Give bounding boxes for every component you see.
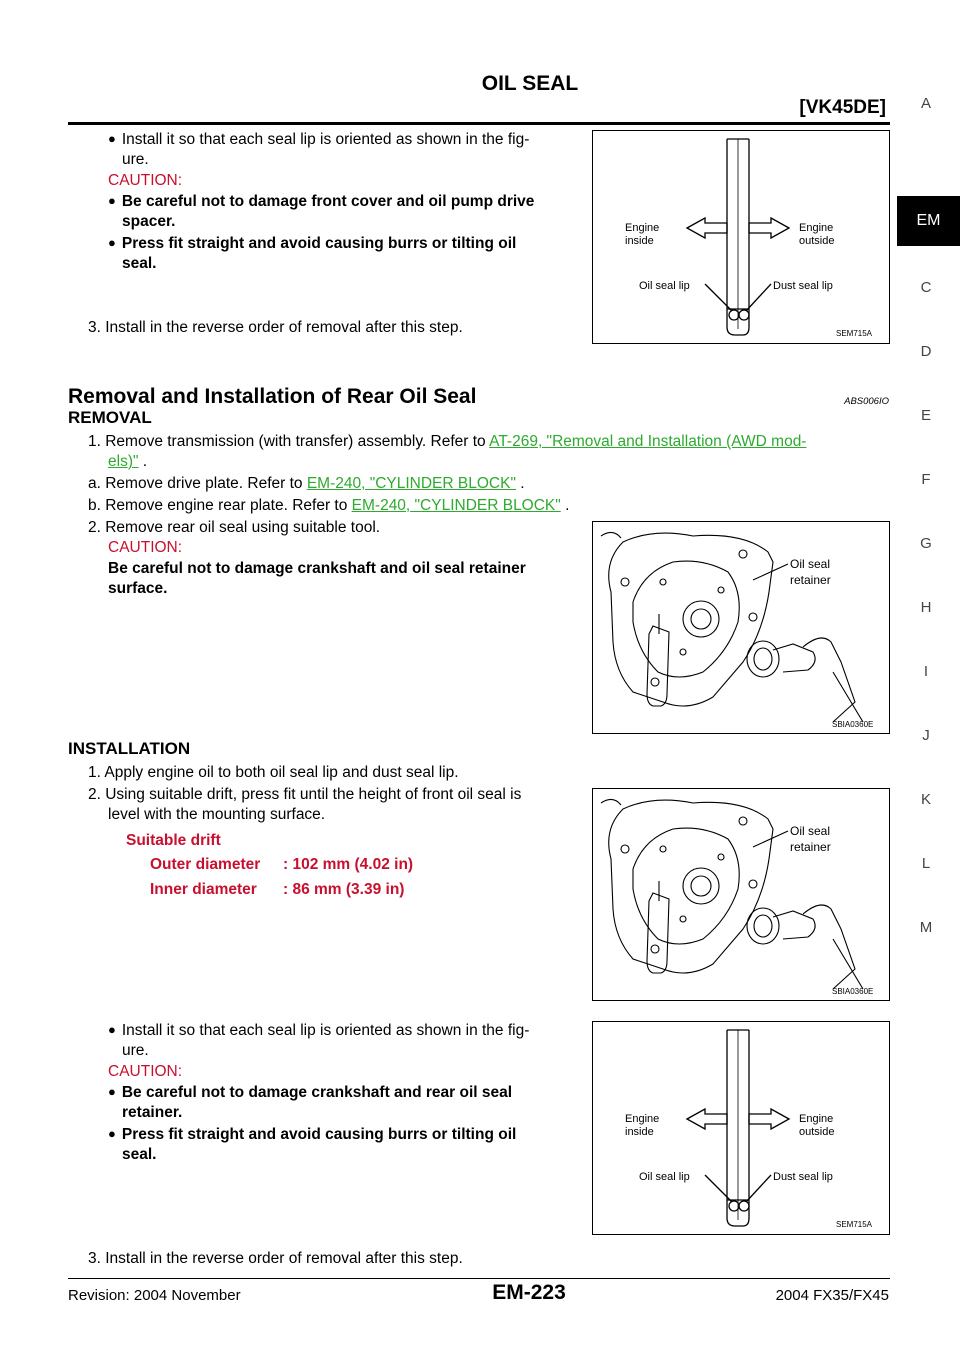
page-number: EM-223 bbox=[492, 1281, 566, 1304]
removal-heading: REMOVAL bbox=[68, 408, 152, 427]
figure-code: SBIA0360E bbox=[832, 720, 874, 729]
link-em-240-rear-plate[interactable]: EM-240, "CYLINDER BLOCK" bbox=[351, 497, 561, 514]
figure-oil-seal-removal bbox=[592, 521, 890, 734]
label-dust-seal-lip: Dust seal lip bbox=[773, 1171, 833, 1183]
step-3-install: 3. Install in the reverse order of removal after this step. bbox=[88, 319, 463, 336]
install-step-1: 1. Apply engine oil to both oil seal lip and dust seal lip. bbox=[88, 764, 459, 781]
figure-code: SBIA0360E bbox=[832, 987, 874, 996]
label-engine-inside-2: inside bbox=[625, 1126, 654, 1138]
caution-item-cont: seal. bbox=[122, 255, 157, 272]
oil-seal-installation-diagram bbox=[593, 789, 889, 1000]
label-retainer: retainer bbox=[790, 573, 831, 587]
side-index-i[interactable]: I bbox=[923, 663, 929, 680]
outer-diameter-value: : 102 mm (4.02 in) bbox=[283, 856, 414, 873]
install-orientation-bullet: ● Install it so that each seal lip is oriented as shown in the fig- bbox=[108, 131, 530, 148]
label-oil-seal: Oil seal bbox=[790, 824, 831, 838]
label-engine-outside-2: outside bbox=[799, 1126, 835, 1138]
figure-seal-lip-orientation-2 bbox=[592, 1021, 890, 1235]
label-engine-inside: Engine bbox=[625, 1113, 660, 1125]
label-engine-inside-2: inside bbox=[625, 235, 654, 247]
side-index-j[interactable]: J bbox=[922, 727, 930, 744]
inner-diameter-label: Inner diameter bbox=[150, 881, 257, 898]
label-engine-outside: Engine bbox=[799, 1113, 834, 1125]
removal-step-b: b. Remove engine rear plate. Refer to EM-240, "CYLINDER BLOCK" . bbox=[88, 497, 570, 514]
install-orientation-bullet-cont: ure. bbox=[122, 1042, 149, 1059]
installation-heading: INSTALLATION bbox=[68, 739, 191, 758]
caution-item-cont: spacer. bbox=[122, 213, 176, 230]
label-dust-seal-lip: Dust seal lip bbox=[773, 280, 833, 292]
inner-diameter-value: : 86 mm (3.39 in) bbox=[283, 881, 405, 898]
removal-step-a: a. Remove drive plate. Refer to EM-240, "CYLINDER BLOCK" . bbox=[88, 475, 525, 492]
label-retainer: retainer bbox=[790, 840, 831, 854]
link-at-269-cont[interactable]: els)" bbox=[108, 453, 139, 470]
caution-crankshaft-cont: surface. bbox=[108, 580, 168, 597]
label-oil-seal-lip: Oil seal lip bbox=[639, 1171, 690, 1183]
footer-rule bbox=[68, 1278, 890, 1279]
caution-crankshaft: Be careful not to damage crankshaft and oil seal retainer bbox=[108, 560, 526, 577]
side-index-k[interactable]: K bbox=[920, 791, 931, 808]
label-engine-outside-2: outside bbox=[799, 235, 835, 247]
suitable-drift-title: Suitable drift bbox=[126, 832, 221, 849]
label-oil-seal-lip: Oil seal lip bbox=[639, 280, 690, 292]
caution-item: ● Be careful not to damage front cover and oil pump drive bbox=[108, 193, 535, 210]
side-index-c[interactable]: C bbox=[920, 279, 932, 296]
bullet-icon: ● bbox=[108, 193, 116, 208]
side-index-m[interactable]: M bbox=[919, 919, 933, 936]
bullet-icon: ● bbox=[108, 235, 116, 250]
oil-seal-removal-diagram bbox=[593, 522, 889, 733]
removal-step-2: 2. Remove rear oil seal using suitable tool. bbox=[88, 519, 381, 536]
label-engine-inside: Engine bbox=[625, 222, 660, 234]
engine-code: [VK45DE] bbox=[799, 97, 886, 118]
vehicle-model: 2004 FX35/FX45 bbox=[775, 1287, 889, 1304]
caution-item-cont: retainer. bbox=[122, 1104, 183, 1121]
install-orientation-bullet: ● Install it so that each seal lip is oriented as shown in the fig- bbox=[108, 1022, 530, 1039]
caution-item: ● Press fit straight and avoid causing burrs or tilting oil bbox=[108, 235, 517, 252]
bullet-icon: ● bbox=[108, 1022, 116, 1037]
caution-item: ● Be careful not to damage crankshaft and rear oil seal bbox=[108, 1084, 513, 1101]
removal-step-1-cont: els)" . bbox=[108, 453, 148, 470]
caution-label: CAUTION: bbox=[108, 172, 183, 189]
link-at-269[interactable]: AT-269, "Removal and Installation (AWD mod- bbox=[489, 433, 807, 450]
seal-lip-diagram bbox=[593, 131, 889, 343]
outer-diameter-label: Outer diameter bbox=[150, 856, 261, 873]
page-title: OIL SEAL bbox=[481, 72, 579, 95]
side-index-e[interactable]: E bbox=[920, 407, 931, 424]
caution-item-cont: seal. bbox=[122, 1146, 157, 1163]
side-index-f[interactable]: F bbox=[921, 471, 931, 488]
section-title-rear-oil-seal: Removal and Installation of Rear Oil Seal bbox=[68, 385, 477, 408]
bullet-icon: ● bbox=[108, 1084, 116, 1099]
header-rule bbox=[68, 122, 890, 125]
caution-item: ● Press fit straight and avoid causing burrs or tilting oil bbox=[108, 1126, 517, 1143]
install-step-2-cont: level with the mounting surface. bbox=[108, 806, 326, 823]
figure-code: SEM715A bbox=[836, 329, 873, 338]
side-index-d[interactable]: D bbox=[920, 343, 932, 360]
side-index-em-active[interactable]: EM bbox=[897, 196, 960, 246]
bullet-icon: ● bbox=[108, 1126, 116, 1141]
caution-label: CAUTION: bbox=[108, 539, 183, 556]
seal-lip-diagram bbox=[593, 1022, 889, 1234]
removal-step-1: 1. Remove transmission (with transfer) assembly. Refer to AT-269, "Removal and Installation (AWD mod- bbox=[88, 433, 807, 450]
figure-seal-lip-orientation bbox=[592, 130, 890, 344]
figure-oil-seal-installation bbox=[592, 788, 890, 1001]
bullet-icon: ● bbox=[108, 131, 116, 146]
install-step-2: 2. Using suitable drift, press fit until the height of front oil seal is bbox=[88, 786, 522, 803]
label-oil-seal: Oil seal bbox=[790, 557, 831, 571]
section-code: ABS006IO bbox=[844, 396, 889, 407]
revision-date: Revision: 2004 November bbox=[68, 1287, 241, 1304]
figure-code: SEM715A bbox=[836, 1220, 873, 1229]
link-em-240-drive-plate[interactable]: EM-240, "CYLINDER BLOCK" bbox=[306, 475, 516, 492]
install-step-3: 3. Install in the reverse order of removal after this step. bbox=[88, 1250, 463, 1267]
side-index-a[interactable]: A bbox=[920, 95, 931, 112]
side-index-h[interactable]: H bbox=[920, 599, 932, 616]
side-index-g[interactable]: G bbox=[920, 535, 932, 552]
side-index-l[interactable]: L bbox=[921, 855, 931, 872]
install-orientation-bullet-cont: ure. bbox=[122, 151, 149, 168]
label-engine-outside: Engine bbox=[799, 222, 834, 234]
caution-label: CAUTION: bbox=[108, 1063, 183, 1080]
